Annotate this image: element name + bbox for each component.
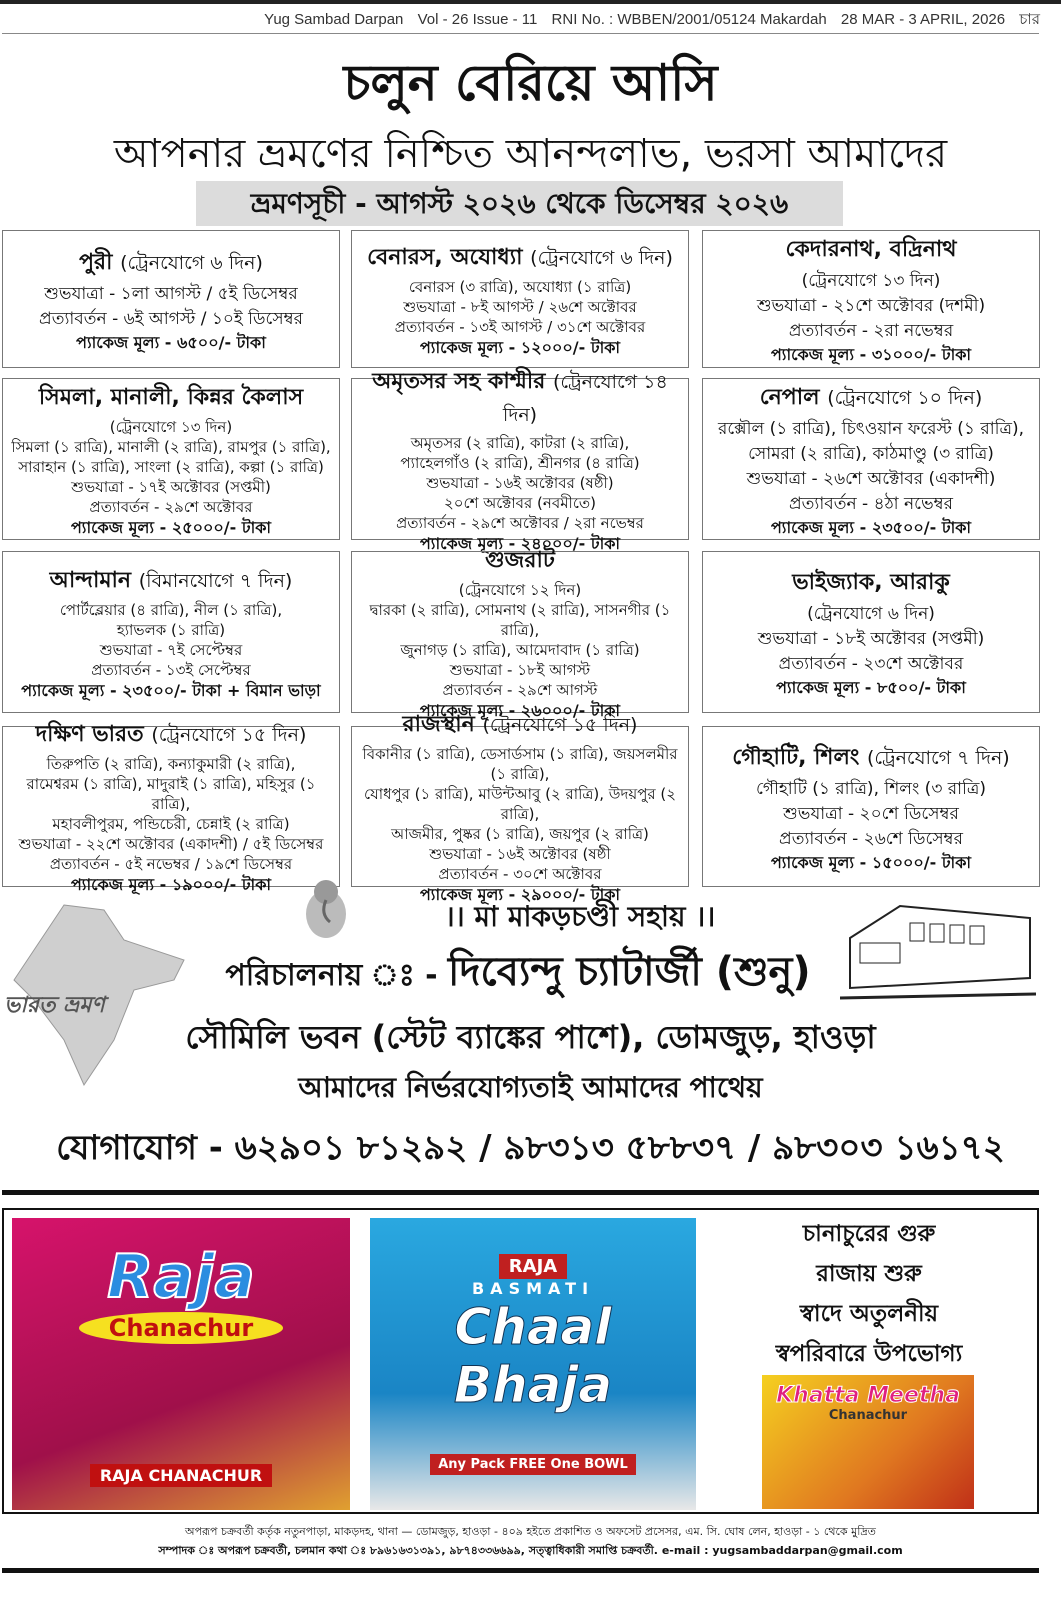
tour-card [702,378,1040,540]
tour-title [7,717,335,754]
tour-detail: শুভযাত্রা - ১৭ই অক্টোবর (সপ্তমী) [71,477,271,496]
tour-detail: প্রত্যাবর্তন - ২৯শে আগস্ট [442,680,598,699]
top-rule [0,0,1061,4]
tour-price: প্যাকেজ মূল্য - ৬৫০০/- টাকা [76,332,266,352]
bhaja-name: Bhaja [453,1355,613,1414]
tour-duration: (বিমানযোগে ৭ দিন) [138,569,293,592]
bharat-bhraman-logo-text: ভারত ভ্রমণ [4,993,105,1018]
tour-detail: শুভযাত্রা - ১৬ই অক্টোবর (ষষ্ঠী) [426,473,614,492]
tour-detail: শুভযাত্রা - ১৬ই অক্টোবর (ষষ্ঠী [429,845,611,863]
issue-date: 28 MAR - 3 APRIL, 2026 [840,11,1006,28]
tour-title [707,740,1035,777]
tour-title [356,364,684,433]
rni-number: RNI No. : WBBEN/2001/05124 Makardah [551,11,827,28]
train-illustration [840,898,1036,1006]
tour-duration: (ট্রেনযোগে ৬ দিন) [120,251,263,274]
tour-detail: প্রত্যাবর্তন - ২৯শে অক্টোবর / ২রা নভেম্বর [396,513,644,532]
tour-detail: শুভযাত্রা - ১৮ই আগস্ট [449,660,591,679]
raja-label: RAJA CHANACHUR [90,1464,272,1487]
tour-name: গুজরাট [485,547,555,573]
tour-title [356,707,684,744]
slogan: স্বপরিবারে উপভোগ্য [775,1340,963,1367]
tour-duration: (ট্রেনযোগে ৬ দিন) [530,246,673,269]
tour-detail: জুনাগড় (১ রাত্রি), আমেদাবাদ (১ রাত্রি) [400,640,640,659]
khatta-name: Khatta Meetha [776,1383,960,1408]
tour-name: রাজস্থান [402,712,475,737]
tour-duration: (ট্রেনযোগে ১০ দিন) [827,386,983,409]
chaal-brand: RAJA [499,1254,567,1279]
tour-card [351,368,689,553]
ganesh-icon [298,872,354,942]
tour-detail: মহাবলীপুরম, পন্ডিচেরী, চেন্নাই (২ রাত্রি) [52,815,290,833]
tour-card [351,230,689,368]
tour-name: অমৃতসর সহ কাশ্মীর [372,368,546,394]
tour-price: প্যাকেজ মূল্য - ১২০০০/- টাকা [419,337,621,357]
tour-card [2,378,340,540]
tour-duration: (ট্রেনযোগে ৭ দিন) [866,746,1010,769]
chaal-bhaja-ad [370,1218,696,1510]
tour-price: প্যাকেজ মূল্য - ৩১০০০/- টাকা [770,345,972,364]
advertisement-block [2,1208,1039,1514]
tour-duration: (ট্রেনযোগে ১৫ দিন) [151,724,307,746]
slogan: স্বাদে অতুলনীয় [799,1300,939,1327]
tour-detail: প্রত্যাবর্তন - ১৩ই সেপ্টেম্বর [91,660,251,679]
chaal-name: Chaal [454,1297,612,1356]
tour-price: প্যাকেজ মূল্য - ২৫০০০/- টাকা [70,517,272,537]
tour-title [707,380,1035,417]
director-line [200,940,836,1007]
tour-price: প্যাকেজ মূল্য - ২৩৫০০/- টাকা [770,517,972,537]
tour-price: প্যাকেজ মূল্য - ৮৫০০/- টাকা [776,678,966,697]
tour-title [7,245,335,282]
tour-detail: রামেশ্বরম (১ রাত্রি), মাদুরাই (১ রাত্রি), মহিসুর (১ রাত্রি), [26,775,316,813]
tour-detail: প্রত্যাবর্তন - ২৯শে অক্টোবর [89,497,253,516]
tour-detail: আজমীর, পুষ্কর (১ রাত্রি), জয়পুর (২ রাত্রি) [391,825,649,843]
tour-name: সিমলা, মানালী, কিন্নর কৈলাস [38,384,304,410]
tour-detail: প্রত্যাবর্তন - ১৩ই আগস্ট / ৩১শে অক্টোবর [394,317,646,336]
tour-detail: সারাহান (১ রাত্রি), সাংলা (২ রাত্রি), কল্পা (১ রাত্রি) [18,457,324,476]
tour-title [7,380,335,417]
tour-price: প্যাকেজ মূল্য - ২৯০০০/- টাকা [419,885,621,904]
tour-detail: সিমলা (১ রাত্রি), মানালী (২ রাত্রি), রামপুর (১ রাত্রি), [11,437,331,456]
tour-price: প্যাকেজ মূল্য - ২৩৫০০/- টাকা + বিমান ভাড়া [21,680,321,700]
tour-card [351,712,689,904]
tour-detail: পোর্টব্লেয়ার (৪ রাত্রি), নীল (১ রাত্রি), [59,600,283,619]
tour-detail: প্রত্যাবর্তন - ৪ঠা নভেম্বর [788,493,954,514]
tour-detail: হ্যাভলক (১ রাত্রি) [116,620,226,639]
tour-detail: প্যাহেলগাঁও (২ রাত্রি), শ্রীনগর (৪ রাত্রি) [400,453,640,472]
tour-title [707,232,1035,269]
tour-detail: গৌহাটি (১ রাত্রি), শিলং (৩ রাত্রি) [755,778,987,799]
tour-name: দক্ষিণ ভারত [35,722,144,747]
volume-issue: Vol - 26 Issue - 11 [417,11,538,28]
tour-name: গৌহাটি, শিলং [732,744,860,770]
tour-detail: যোধপুর (১ রাত্রি), মাউন্টআবু (২ রাত্রি), উদয়পুর (২ রাত্রি), [364,785,676,823]
tour-duration: (ট্রেনযোগে ১৪ দিন) [502,370,668,426]
divider [2,33,1039,34]
tour-detail: অমৃতসর (২ রাত্রি), কাটরা (২ রাত্রি), [410,433,630,452]
raja-brand: Raja [107,1241,255,1312]
tour-title [707,565,1035,602]
tour-price: প্যাকেজ মূল্য - ২৪০০০/- টাকা [419,533,621,553]
tour-detail: প্রত্যাবর্তন - ২৬শে ডিসেম্বর [779,828,963,849]
tour-card [351,547,689,720]
chaal-basmati: BASMATI [471,1278,595,1298]
tour-price: প্যাকেজ মূল্য - ১৯০০০/- টাকা [70,875,272,894]
tour-card [702,230,1040,368]
tour-detail: প্রত্যাবর্তন - ২৩শে অক্টোবর [778,654,964,674]
tour-detail: বিকানীর (১ রাত্রি), ডেসার্ডসাম (১ রাত্রি), জয়সলমীর (১ রাত্রি), [362,745,678,783]
tour-detail: শুভযাত্রা - ১৮ই অক্টোবর (সপ্তমী) [757,629,985,649]
slogan: চানাচুরের গুরু [802,1220,936,1247]
tour-title [356,240,684,277]
bottom-rule [2,1568,1039,1573]
director-name: দিব্যেন্দু চ্যাটার্জী (শুনু) [448,949,811,995]
contact-numbers: যোগাযোগ - ৬২৯০১ ৮১২৯২ / ৯৮৩১৩ ৫৮৮৩৭ / ৯৮৩০৩ ১৬১৭২ [56,1128,1005,1168]
tour-detail: (ট্রেনযোগে ১৩ দিন) [109,417,233,436]
tour-detail: শুভযাত্রা - ২২শে অক্টোবর (একাদশী) / ৫ই ডিসেম্বর [18,835,324,853]
tour-detail: শুভযাত্রা - ২১শে অক্টোবর (দশমী) [756,296,986,316]
schedule-banner: ভ্রমণসূচী - আগস্ট ২০২৬ থেকে ডিসেম্বর ২০২৬ [196,181,843,226]
raja-product: Chanachur [79,1312,283,1344]
tour-detail: দ্বারকা (২ রাত্রি), সোমনাথ (২ রাত্রি), সাসনগীর (১ রাত্রি), [369,600,671,639]
tour-name: পুরী [79,249,113,275]
tour-title [7,563,335,600]
tour-name: ভাইজ্যাক, আরাকু [792,570,950,595]
tour-detail: (ট্রেনযোগে ১২ দিন) [458,580,582,599]
tour-price: প্যাকেজ মূল্য - ২৬০০০/- টাকা [419,700,621,720]
director-label: পরিচালনায় ঃ - [225,958,438,993]
tour-detail: শুভযাত্রা - ১লা আগস্ট / ৫ই ডিসেম্বর [44,283,298,304]
motto: আমাদের নির্ভরযোগ্যতাই আমাদের পাথেয় [298,1071,763,1104]
khatta-meetha-ad [762,1375,974,1509]
paper-name: Yug Sambad Darpan [264,11,404,28]
tour-detail: বেনারস (৩ রাত্রি), অযোধ্যা (১ রাত্রি) [408,277,632,296]
tour-title [356,543,684,580]
tour-detail: শুভযাত্রা - ২০শে ডিসেম্বর [783,803,959,824]
chaal-offer: Any Pack FREE One BOWL [430,1454,636,1475]
tour-name: নেপাল [759,384,820,410]
tour-name: কেদারনাথ, বদ্রিনাথ [785,237,957,262]
tour-card [2,551,340,713]
tour-card [2,230,340,368]
tour-detail: প্রত্যাবর্তন - ৬ই আগস্ট / ১০ই ডিসেম্বর [39,308,303,329]
tour-name: আন্দামান [49,567,132,593]
masthead [0,8,1040,33]
subheadline: আপনার ভ্রমণের নিশ্চিত আনন্দলাভ, ভরসা আমাদের [113,131,948,177]
slogan: রাজায় শুরু [816,1260,922,1287]
blessing-text: ।। মা মাকড়চণ্ডী সহায় ।। [444,900,716,933]
tour-name: বেনারস, অযোধ্যা [367,244,523,270]
tour-detail: সোমরা (২ রাত্রি), কাঠমাণ্ডু (৩ রাত্রি) [748,443,994,464]
raja-chanachur-ad [12,1218,350,1510]
headline: চলুন বেরিয়ে আসি [343,54,718,112]
email: e-mail : yugsambaddarpan@gmail.com [661,1544,903,1557]
page-number: চার [1019,11,1040,28]
tour-detail: (ট্রেনযোগে ৬ দিন) [807,604,935,624]
tour-card [702,551,1040,713]
tour-detail: (ট্রেনযোগে ১৩ দিন) [801,271,941,291]
tour-detail: শুভযাত্রা - ২৬শে অক্টোবর (একাদশী) [746,468,996,489]
tour-detail: রক্সৌল (১ রাত্রি), চিৎওয়ান ফরেস্ট (১ রাত্রি), [717,418,1025,439]
slogans [704,1214,1034,1374]
tour-detail: ২০শে অক্টোবর (নবমীতে) [444,493,596,512]
tour-detail: প্রত্যাবর্তন - ৫ই নভেম্বর / ১৯শে ডিসেম্বর [49,855,293,873]
tour-card [702,726,1040,887]
tour-detail: প্রত্যাবর্তন - ৩০শে অক্টোবর [438,865,602,883]
imprint [0,1522,1061,1560]
khatta-sub: Chanachur [828,1408,908,1423]
tour-detail: শুভযাত্রা - ৭ই সেপ্টেম্বর [99,640,243,659]
tour-detail: তিরুপতি (২ রাত্রি), কন্যাকুমারী (২ রাত্রি), [46,755,296,773]
tour-card [2,722,340,894]
imprint-line: অপরূপ চক্রবর্তী কর্তৃক নতুনপাড়া, মাকড়দহ, থানা — ডোমজুড়, হাওড়া - ৪০৯ হইতে প্রকাশিত ও অফসেট প্রসেসর, এম. সি. ঘোষ লেন, হাওড়া - ১ থেকে মুদ্রিত [185,1525,876,1538]
tour-duration: (ট্রেনযোগে ১৫ দিন) [482,714,638,736]
editor-line: সম্পাদক ঃ অপরূপ চক্রবর্তী, চলমান কথা ঃ ৮৯৬১৬৩১৩৯১, ৯৮৭৪৩৩৬৬৯৯, সত্ত্বাধিকারী সমাপ্তি চক্রবর্তী. [158,1544,658,1557]
tour-price: প্যাকেজ মূল্য - ১৫০০০/- টাকা [770,852,972,872]
tour-detail: প্রত্যাবর্তন - ২রা নভেম্বর [788,321,954,341]
tour-detail: শুভযাত্রা - ৮ই আগস্ট / ২৬শে অক্টোবর [403,297,637,316]
address: সৌমিলি ভবন (স্টেট ব্যাঙ্কের পাশে), ডোমজুড়, হাওড়া [185,1018,876,1056]
divider [2,1190,1039,1195]
